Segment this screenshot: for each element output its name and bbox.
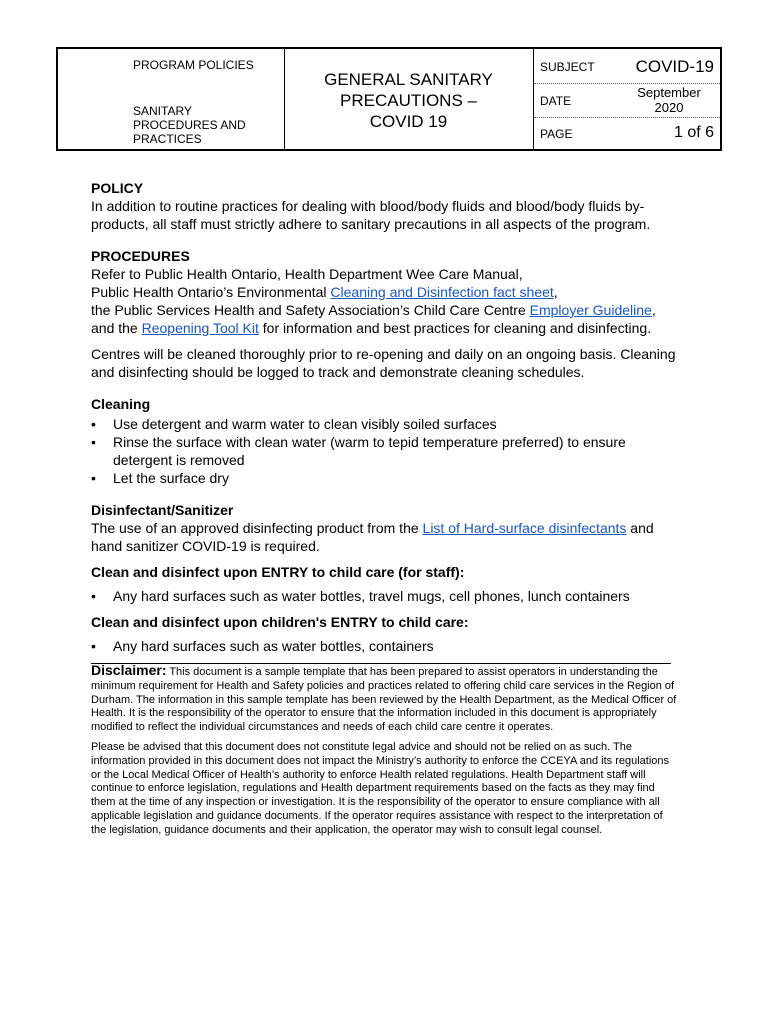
disclaimer-text: This document is a sample template that has been prepared to assist operators in understanding the minimum requirement for Health and Safety policies and practices related to offering child care services in the Region of Durham. The information in this sample template has been reviewed by the Health Department, as the Medical Officer of Health. It is the responsibility of the operator to ensure that the information included in this document is appropriately modified to reflect the individual circumstances and needs of each child care centre it operates. bbox=[91, 666, 677, 734]
policy-text: In addition to routine practices for dealing with blood/body fluids and blood/body fluids by-products, all staff must strictly adhere to sanitary precautions in all aspects of the program. bbox=[91, 198, 651, 232]
cleaning-fact-sheet-link[interactable]: Cleaning and Disinfection fact sheet bbox=[330, 284, 554, 300]
procedures-text: Refer to Public Health Ontario, Health Department Wee Care Manual, bbox=[91, 266, 523, 282]
procedures-heading: PROCEDURES bbox=[91, 248, 190, 264]
reopening-tool-kit-link[interactable]: Reopening Tool Kit bbox=[141, 320, 259, 336]
section-label: SANITARY PROCEDURES AND PRACTICES bbox=[133, 104, 246, 146]
date-label: DATE bbox=[540, 94, 572, 108]
subject-row bbox=[534, 49, 720, 84]
policy-heading: POLICY bbox=[91, 180, 144, 196]
disinfectant-text: and hand sanitizer COVID-19 is required. bbox=[91, 520, 654, 554]
date-value-line: 2020 bbox=[654, 100, 684, 115]
list-item: • Any hard surfaces such as water bottles, containers bbox=[91, 637, 681, 655]
procedures-text: for information and best practices for cleaning and disinfecting. bbox=[258, 320, 652, 336]
procedures-paragraph-2: Centres will be cleaned thoroughly prior to re-opening and daily on an ongoing basis. Cleaning and disinfecting should be logged to track and demonstrate cleaning schedules. bbox=[91, 346, 676, 380]
entry-staff-list bbox=[91, 587, 681, 605]
header-table bbox=[56, 47, 722, 151]
page-label: PAGE bbox=[540, 127, 573, 141]
header-meta-cell bbox=[534, 49, 720, 149]
disinfectant-paragraph bbox=[91, 519, 681, 555]
procedures-paragraph bbox=[91, 265, 681, 337]
procedures-text: , bbox=[553, 284, 558, 300]
subject-label: SUBJECT bbox=[540, 60, 595, 74]
entry-children-heading: Clean and disinfect upon children's ENTRY to child care: bbox=[91, 614, 469, 630]
hard-surface-disinfectants-link[interactable]: List of Hard-surface disinfectants bbox=[422, 520, 627, 536]
document-body bbox=[91, 179, 681, 838]
list-item: • Any hard surfaces such as water bottles, travel mugs, cell phones, lunch containers bbox=[91, 587, 681, 605]
disinfectant-text: The use of an approved disinfecting product from the bbox=[91, 520, 423, 536]
date-value bbox=[624, 85, 714, 115]
list-item: • Let the surface dry bbox=[91, 469, 681, 487]
list-item: • Use detergent and warm water to clean visibly soiled surfaces bbox=[91, 415, 681, 433]
page-row bbox=[534, 117, 720, 149]
disclaimer-paragraph-2: Please be advised that this document does not constitute legal advice and should not be relied on as such. The information provided in this document does not impact the Ministry’s authority to enforce the CCEYA and its regulations or the Local Medical Officer of Health’s authority to enforce Health related regulations. Health Department staff will continue to enforce legislation, regulations and Health department requirements based on the facts as they may find them at the time of any inspection or investigation. It is the responsibility of the operator to ensure compliance with all applicable legislation and guidance documents. If the operator requires assistance with respect to the interpretation of the legislation, guidance documents and their application, the operator may wish to consult legal counsel. bbox=[91, 740, 670, 836]
procedures-text: the Public Services Health and Safety Association’s Child Care Centre bbox=[91, 302, 530, 318]
date-row bbox=[534, 83, 720, 118]
disclaimer-heading: Disclaimer: bbox=[91, 662, 167, 678]
subject-value: COVID-19 bbox=[635, 57, 714, 76]
cleaning-list bbox=[91, 415, 681, 487]
title-line: GENERAL SANITARY bbox=[324, 70, 493, 89]
program-policies-label: PROGRAM POLICIES bbox=[133, 58, 254, 72]
entry-staff-heading: Clean and disinfect upon ENTRY to child care (for staff): bbox=[91, 564, 465, 580]
header-title-cell bbox=[284, 49, 534, 149]
document-title bbox=[284, 69, 533, 132]
date-value-line: September bbox=[637, 85, 701, 100]
disclaimer-paragraph bbox=[91, 664, 681, 735]
page-value: 1 of 6 bbox=[673, 124, 714, 141]
procedures-text: , and the bbox=[91, 302, 656, 336]
title-line: COVID 19 bbox=[369, 112, 448, 131]
cleaning-heading: Cleaning bbox=[91, 396, 151, 412]
procedures-text: Public Health Ontario’s Environmental bbox=[91, 284, 331, 300]
list-item: • Rinse the surface with clean water (warm to tepid temperature preferred) to ensure detergent is removed bbox=[91, 433, 681, 469]
disinfectant-heading: Disinfectant/Sanitizer bbox=[91, 502, 234, 518]
title-line: PRECAUTIONS – bbox=[340, 91, 477, 110]
employer-guideline-link[interactable]: Employer Guideline bbox=[529, 302, 652, 318]
header-left-cell bbox=[58, 49, 285, 149]
entry-children-list bbox=[91, 637, 681, 655]
